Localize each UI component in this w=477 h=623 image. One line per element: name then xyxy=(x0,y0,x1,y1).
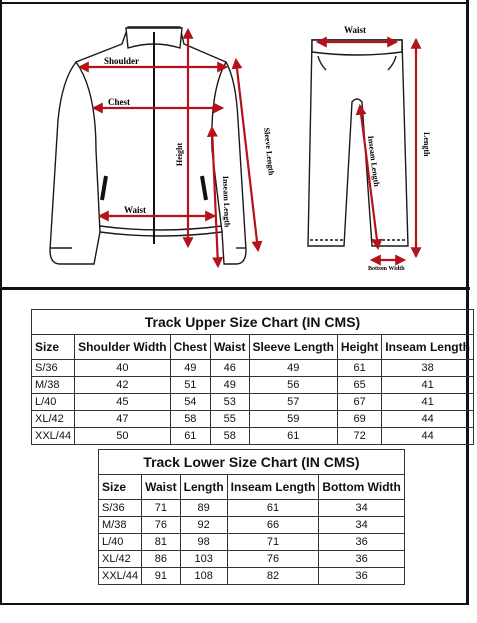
frame-bottom xyxy=(0,603,469,605)
table-row xyxy=(32,360,474,377)
value-cell: 36 xyxy=(319,551,405,568)
upper-header-cell: Chest xyxy=(170,335,210,360)
value-cell: 91 xyxy=(142,568,181,585)
table-row xyxy=(32,428,474,445)
upper-header-cell: Sleeve Length xyxy=(249,335,337,360)
section-divider xyxy=(0,287,470,290)
value-cell: 41 xyxy=(382,377,474,394)
value-cell: 50 xyxy=(75,428,171,445)
label-shoulder: Shoulder xyxy=(104,56,140,66)
upper-header-row xyxy=(32,335,474,360)
lower-size-table xyxy=(98,449,405,585)
label-chest: Chest xyxy=(108,97,130,107)
value-cell: 49 xyxy=(210,377,249,394)
upper-header-cell: Waist xyxy=(210,335,249,360)
value-cell: 58 xyxy=(170,411,210,428)
value-cell: 49 xyxy=(249,360,337,377)
upper-table-title: Track Upper Size Chart (IN CMS) xyxy=(32,310,474,335)
value-cell: 81 xyxy=(142,534,181,551)
value-cell: 41 xyxy=(382,394,474,411)
lower-header-cell: Bottom Width xyxy=(319,475,405,500)
label-bottom-width: Bottom Width xyxy=(368,266,405,272)
value-cell: 71 xyxy=(227,534,319,551)
upper-header-cell: Inseam Length xyxy=(382,335,474,360)
size-cell: XL/42 xyxy=(99,551,142,568)
value-cell: 44 xyxy=(382,411,474,428)
label-trouser-length: Length xyxy=(422,132,431,157)
frame-right xyxy=(466,0,469,289)
lower-header-cell: Size xyxy=(99,475,142,500)
size-cell: S/36 xyxy=(32,360,75,377)
value-cell: 82 xyxy=(227,568,319,585)
upper-size-table xyxy=(31,309,474,445)
value-cell: 49 xyxy=(170,360,210,377)
size-cell: L/40 xyxy=(99,534,142,551)
table-row xyxy=(99,517,405,534)
label-height: Height xyxy=(175,142,184,166)
size-cell: M/38 xyxy=(32,377,75,394)
value-cell: 92 xyxy=(180,517,227,534)
size-cell: S/36 xyxy=(99,500,142,517)
upper-header-cell: Size xyxy=(32,335,75,360)
garment-diagram xyxy=(0,0,477,290)
lower-header-cell: Inseam Length xyxy=(227,475,319,500)
frame-left-lower xyxy=(0,289,2,604)
frame-left xyxy=(0,0,2,289)
size-cell: M/38 xyxy=(99,517,142,534)
table-row xyxy=(32,377,474,394)
size-cell: XXL/44 xyxy=(99,568,142,585)
value-cell: 51 xyxy=(170,377,210,394)
value-cell: 98 xyxy=(180,534,227,551)
lower-table-title: Track Lower Size Chart (IN CMS) xyxy=(99,450,405,475)
size-cell: XL/42 xyxy=(32,411,75,428)
upper-header-cell: Shoulder Width xyxy=(75,335,171,360)
value-cell: 40 xyxy=(75,360,171,377)
table-row xyxy=(99,500,405,517)
value-cell: 66 xyxy=(227,517,319,534)
value-cell: 34 xyxy=(319,517,405,534)
lower-header-row xyxy=(99,475,405,500)
lower-header-cell: Length xyxy=(180,475,227,500)
value-cell: 69 xyxy=(337,411,381,428)
value-cell: 47 xyxy=(75,411,171,428)
label-sleeve-length: Sleeve Length xyxy=(262,127,276,176)
value-cell: 56 xyxy=(249,377,337,394)
value-cell: 67 xyxy=(337,394,381,411)
value-cell: 36 xyxy=(319,568,405,585)
value-cell: 76 xyxy=(227,551,319,568)
value-cell: 58 xyxy=(210,428,249,445)
value-cell: 61 xyxy=(227,500,319,517)
label-trouser-inseam: Inseam Length xyxy=(366,135,382,188)
value-cell: 44 xyxy=(382,428,474,445)
value-cell: 72 xyxy=(337,428,381,445)
lower-header-cell: Waist xyxy=(142,475,181,500)
table-row xyxy=(99,568,405,585)
value-cell: 65 xyxy=(337,377,381,394)
value-cell: 34 xyxy=(319,500,405,517)
value-cell: 57 xyxy=(249,394,337,411)
label-trouser-waist: Waist xyxy=(344,25,367,35)
table-row xyxy=(99,534,405,551)
value-cell: 89 xyxy=(180,500,227,517)
upper-header-cell: Height xyxy=(337,335,381,360)
value-cell: 59 xyxy=(249,411,337,428)
label-inseam-length-upper: Inseam Length xyxy=(221,175,232,228)
value-cell: 61 xyxy=(170,428,210,445)
value-cell: 38 xyxy=(382,360,474,377)
value-cell: 36 xyxy=(319,534,405,551)
value-cell: 45 xyxy=(75,394,171,411)
value-cell: 46 xyxy=(210,360,249,377)
value-cell: 55 xyxy=(210,411,249,428)
label-waist: Waist xyxy=(124,205,147,215)
value-cell: 71 xyxy=(142,500,181,517)
size-cell: XXL/44 xyxy=(32,428,75,445)
table-row xyxy=(32,411,474,428)
value-cell: 61 xyxy=(249,428,337,445)
value-cell: 42 xyxy=(75,377,171,394)
table-row xyxy=(32,394,474,411)
size-cell: L/40 xyxy=(32,394,75,411)
table-row xyxy=(99,551,405,568)
value-cell: 54 xyxy=(170,394,210,411)
value-cell: 53 xyxy=(210,394,249,411)
value-cell: 108 xyxy=(180,568,227,585)
value-cell: 103 xyxy=(180,551,227,568)
value-cell: 61 xyxy=(337,360,381,377)
trousers-outline xyxy=(308,40,408,246)
value-cell: 86 xyxy=(142,551,181,568)
value-cell: 76 xyxy=(142,517,181,534)
